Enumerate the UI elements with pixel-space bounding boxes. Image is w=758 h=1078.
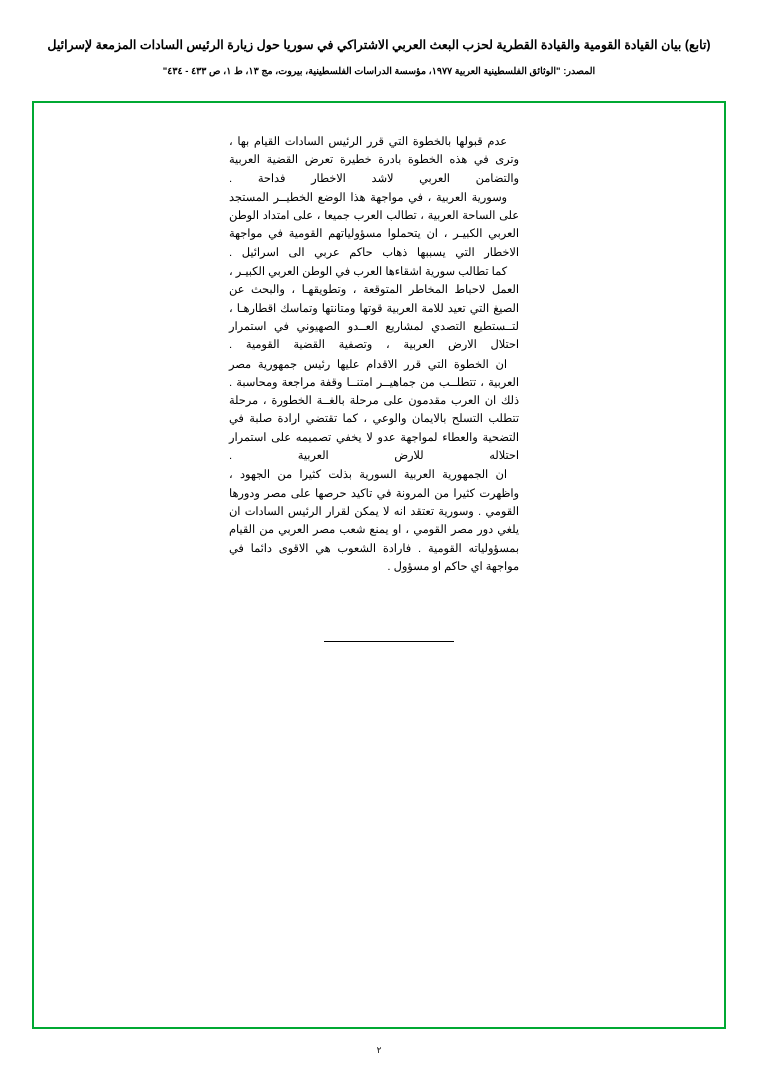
source-line: المصدر: "الوثائق الفلسطينية العربية ١٩٧٧، مؤسسة الدراسات الفلسطينية، بيروت، مج ١٣، ط ١، ص ٤٣٣ - ٤٣٤" [162, 65, 596, 77]
page-number: ٢ [376, 1045, 382, 1055]
content-frame [32, 101, 726, 1029]
document-header [0, 0, 758, 79]
paragraph: وسورية العربية ، في مواجهة هذا الوضع الخطيــر المستجد على الساحة العربية ، تطالب العرب جميعا ، على امتداد الوطن العربي الكبيـر ، ان يتحملوا مسؤولياتهم القومية في مواجهة الاخطار التي يسببها ذهاب حاكم عربي الى اسرائيل . [229, 191, 519, 259]
paragraph: عدم قبولها بالخطوة التي قرر الرئيس السادات القيام بها ، وترى في هذه الخطوة بادرة خطيرة تعرض القضية العربية والتضامن العربي لاشد الاخطار فداحة . [229, 136, 519, 185]
body-text [229, 133, 519, 577]
paragraph: كما تطالب سورية اشقاءها العرب في الوطن العربي الكبيـر ، العمل لاحباط المخاطر المتوقعة ، وتطويقهـا ، والبحث عن الصيغ التي تعيد للامة العربية قوتها ومتانتها وتماسك اقطارهـا ، لتــستطيع التصدي لمشاريع العــدو الصهيوني في استمرار احتلال الارض العربية ، وتصفية القضية القومية . [229, 266, 519, 352]
paragraph: ان الخطوة التي قرر الاقدام عليها رئيس جمهورية مصر العربية ، تتطلــب من جماهيــر امتنــا وقفة مراجعة ومحاسبة . ذلك ان العرب مقدمون على مرحلة بالغــة الخطورة ، مرحلة تتطلب التسلح بالايمان والوعي ، كما تقتضي ارادة صلبة في التضحية والعطاء لمواجهة عدو لا يخفي تصميمه على استمرار احتلاله للارض العربية . [229, 358, 519, 463]
paragraph: ان الجمهورية العربية السورية بذلت كثيرا من الجهود ، واظهرت كثيرا من المرونة في تاكيد حرصها على مصر ودورها القومي . وسورية تعتقد انه لا يمكن لقرار الرئيس السادات ان يلغي دور مصر القومي ، او يمنع شعب مصر العربي من القيام بمسؤولياته القومية . فارادة الشعوب هي الاقوى دائما في مواجهة اي حاكم او مسؤول . [229, 469, 519, 573]
horizontal-rule [324, 641, 454, 642]
page-title: (تابع) بيان القيادة القومية والقيادة القطرية لحزب البعث العربي الاشتراكي في سوريا حول زيارة الرئيس السادات المزمعة لإسرائيل [47, 38, 711, 52]
